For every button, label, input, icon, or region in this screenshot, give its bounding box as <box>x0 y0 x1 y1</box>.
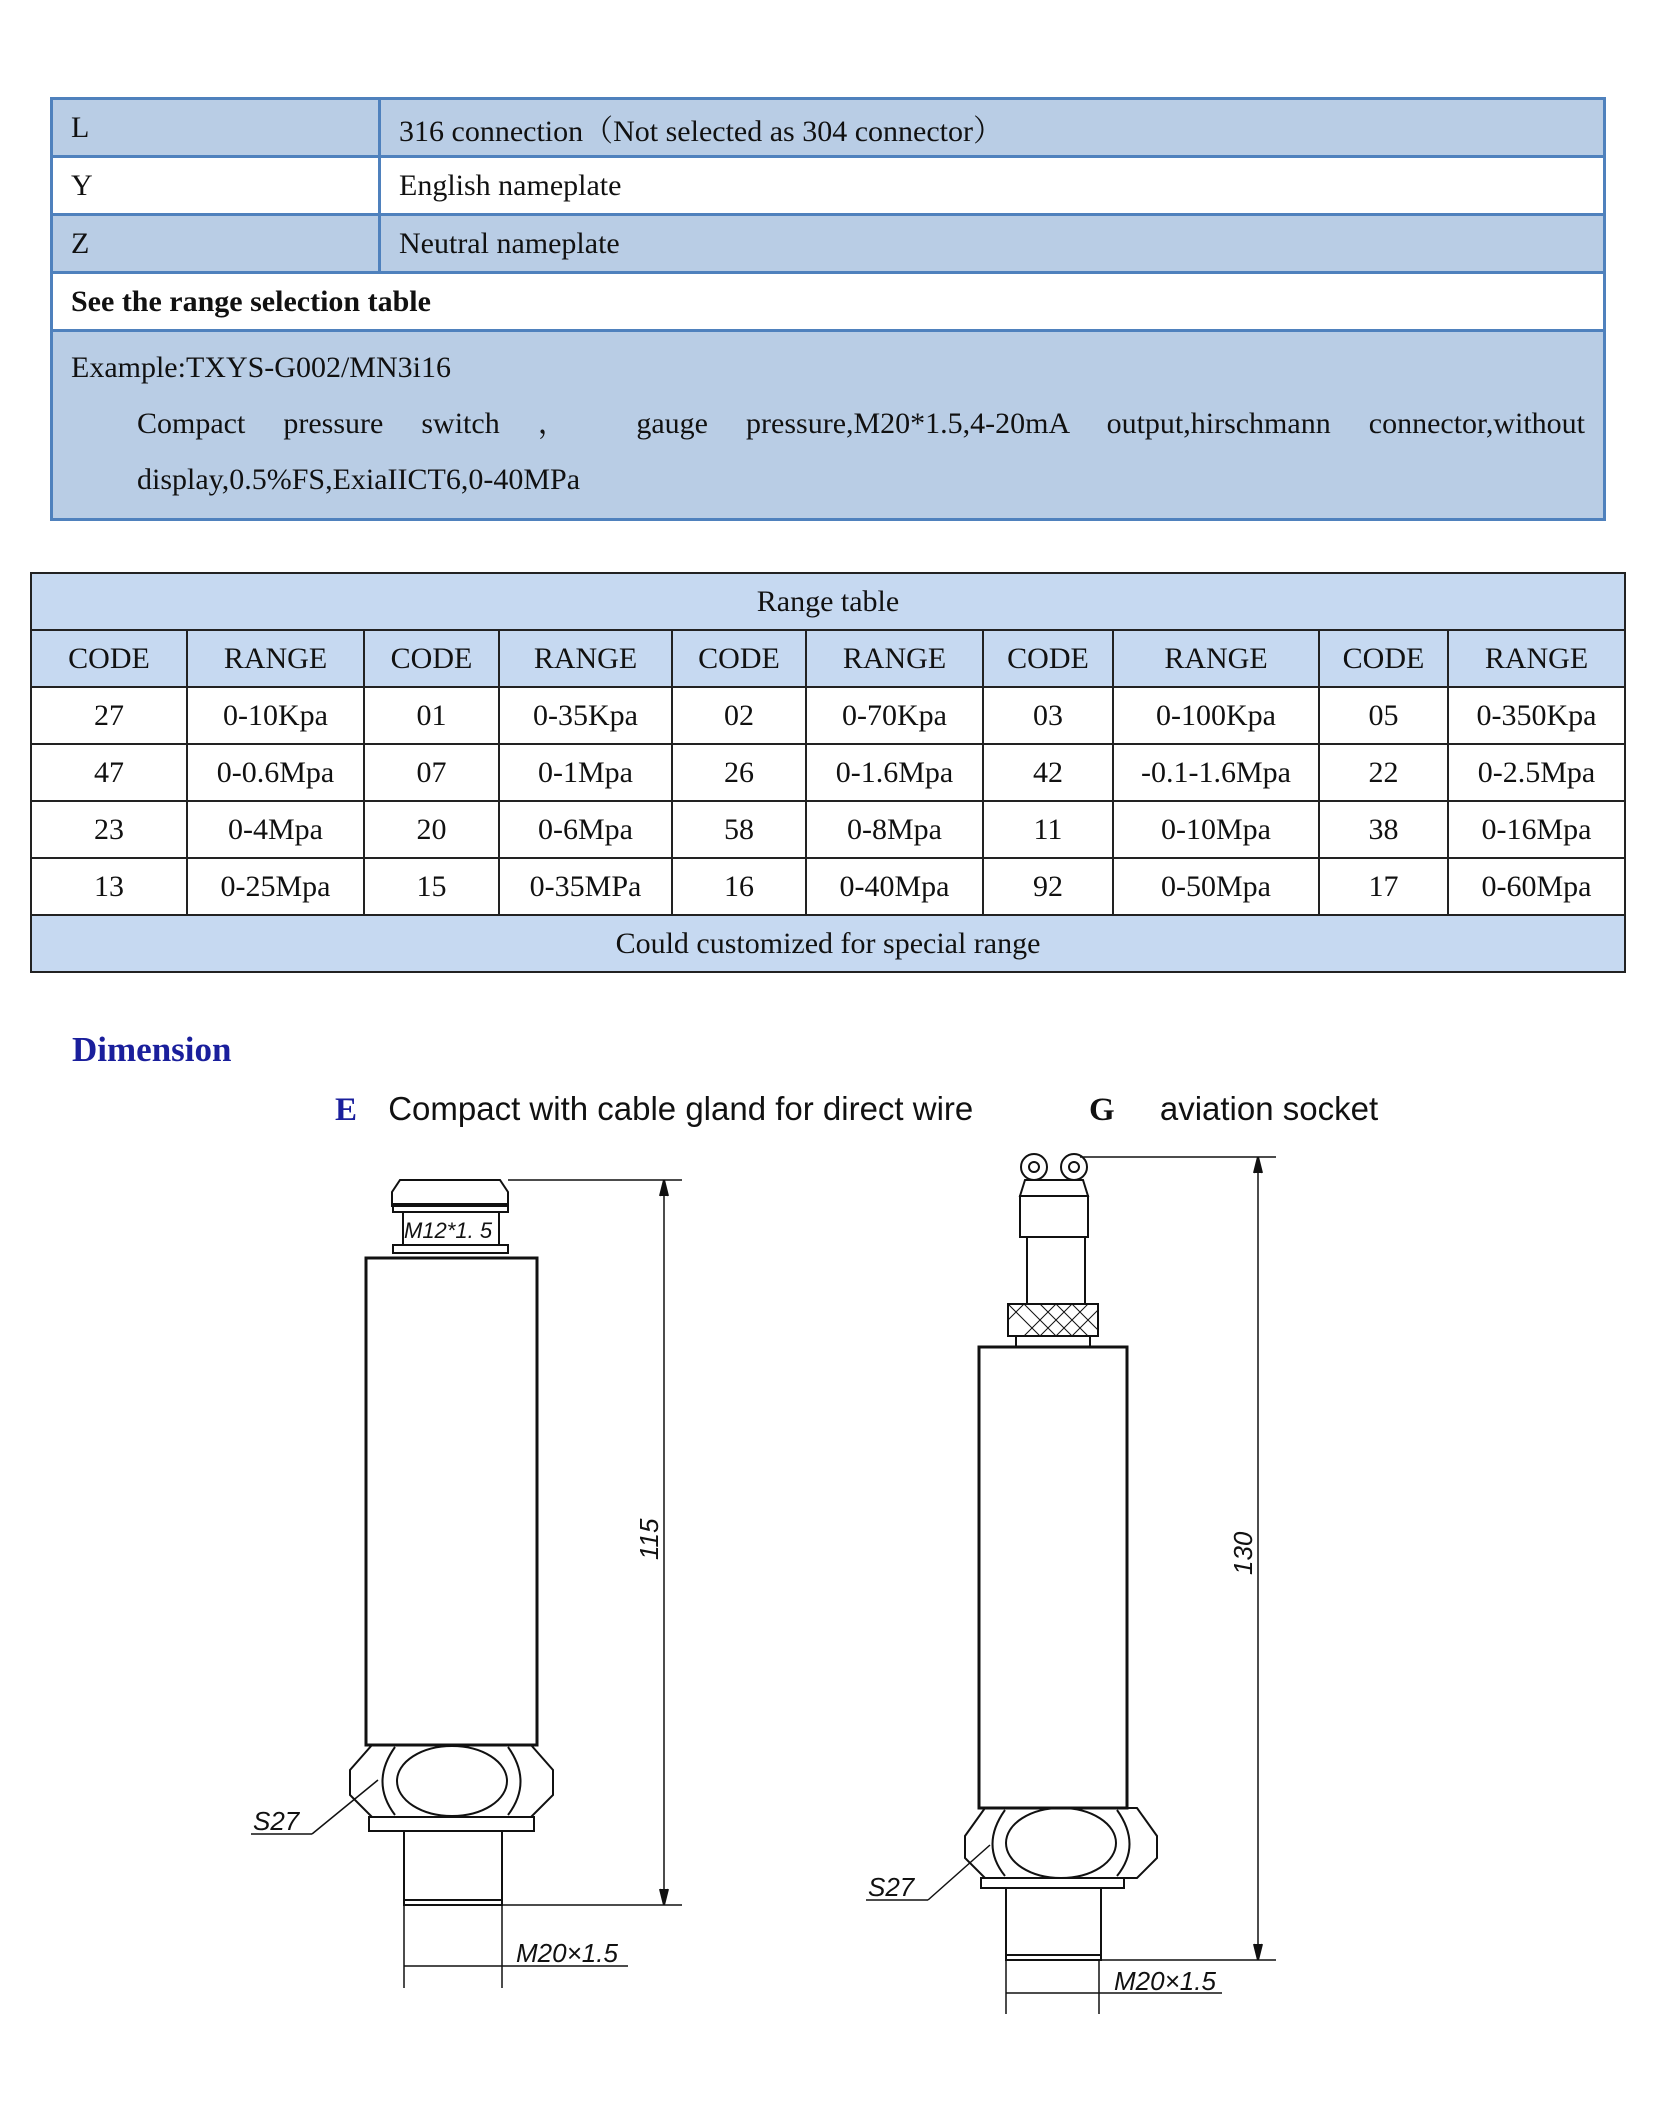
range-code: 17 <box>1319 858 1448 915</box>
range-code: 92 <box>983 858 1113 915</box>
option-desc: Neutral nameplate <box>380 215 1605 273</box>
range-code: 27 <box>31 687 187 744</box>
thread-label: M20×1.5 <box>516 1938 618 1968</box>
example-description: Compact pressure switch ， gauge pressure,M20*1.5,4-20mA output,hirschmann connector,without display,0.5%FS,ExiaIICT6,0-40MPa <box>137 407 1585 496</box>
range-code: 03 <box>983 687 1113 744</box>
range-value: 0-100Kpa <box>1113 687 1319 744</box>
hex-label: S27 <box>253 1806 300 1836</box>
range-table-header-cell: CODE <box>364 630 499 687</box>
range-table-footer: Could customized for special range <box>31 915 1625 972</box>
range-table-title: Range table <box>31 573 1625 630</box>
range-code: 22 <box>1319 744 1448 801</box>
range-code: 07 <box>364 744 499 801</box>
range-code: 42 <box>983 744 1113 801</box>
dimension-heading: Dimension <box>72 1030 232 1069</box>
range-table-header-cell: RANGE <box>187 630 364 687</box>
range-table-header-cell: CODE <box>31 630 187 687</box>
range-code: 20 <box>364 801 499 858</box>
range-value: 0-50Mpa <box>1113 858 1319 915</box>
range-table-header-cell: CODE <box>983 630 1113 687</box>
variant-label: aviation socket <box>1159 1090 1379 1127</box>
cable-thread-label: M12*1. 5 <box>404 1218 493 1243</box>
range-table-header-cell: RANGE <box>806 630 983 687</box>
range-code: 13 <box>31 858 187 915</box>
variant-key: E <box>335 1092 358 1128</box>
option-code: L <box>52 99 380 157</box>
example-label: Example:TXYS-G002/MN3i16 <box>71 351 451 384</box>
range-table-header-cell: CODE <box>1319 630 1448 687</box>
range-value: 0-1.6Mpa <box>806 744 983 801</box>
range-value: 0-350Kpa <box>1448 687 1625 744</box>
range-code: 58 <box>672 801 806 858</box>
thread-label: M20×1.5 <box>1114 1966 1216 1996</box>
range-code: 23 <box>31 801 187 858</box>
range-table-header-cell: RANGE <box>499 630 672 687</box>
height-label: 130 <box>1228 1531 1258 1575</box>
range-value: -0.1-1.6Mpa <box>1113 744 1319 801</box>
range-note: See the range selection table <box>52 273 1605 331</box>
range-value: 0-70Kpa <box>806 687 983 744</box>
variant-label: Compact with cable gland for direct wire <box>388 1090 974 1127</box>
range-value: 0-2.5Mpa <box>1448 744 1625 801</box>
range-value: 0-0.6Mpa <box>187 744 364 801</box>
range-table-header-cell: CODE <box>672 630 806 687</box>
range-code: 16 <box>672 858 806 915</box>
range-value: 0-4Mpa <box>187 801 364 858</box>
drawing-e-cable-gland <box>251 1180 682 1988</box>
range-code: 47 <box>31 744 187 801</box>
range-table-header-cell: RANGE <box>1113 630 1319 687</box>
option-desc: English nameplate <box>380 157 1605 215</box>
hex-label: S27 <box>868 1872 915 1902</box>
option-code: Y <box>52 157 380 215</box>
range-value: 0-60Mpa <box>1448 858 1625 915</box>
range-value: 0-8Mpa <box>806 801 983 858</box>
option-code: Z <box>52 215 380 273</box>
variant-key: G <box>1089 1092 1115 1128</box>
range-code: 11 <box>983 801 1113 858</box>
range-value: 0-16Mpa <box>1448 801 1625 858</box>
range-code: 38 <box>1319 801 1448 858</box>
range-value: 0-40Mpa <box>806 858 983 915</box>
range-value: 0-35Kpa <box>499 687 672 744</box>
height-label: 115 <box>634 1518 664 1560</box>
range-value: 0-6Mpa <box>499 801 672 858</box>
option-desc: 316 connection（Not selected as 304 connector） <box>380 99 1605 157</box>
range-value: 0-25Mpa <box>187 858 364 915</box>
range-code: 15 <box>364 858 499 915</box>
range-code: 01 <box>364 687 499 744</box>
range-table-header-cell: RANGE <box>1448 630 1625 687</box>
range-code: 02 <box>672 687 806 744</box>
range-code: 05 <box>1319 687 1448 744</box>
range-value: 0-10Kpa <box>187 687 364 744</box>
drawing-g-aviation-socket <box>866 1154 1276 2014</box>
range-value: 0-35MPa <box>499 858 672 915</box>
range-value: 0-10Mpa <box>1113 801 1319 858</box>
range-value: 0-1Mpa <box>499 744 672 801</box>
range-code: 26 <box>672 744 806 801</box>
